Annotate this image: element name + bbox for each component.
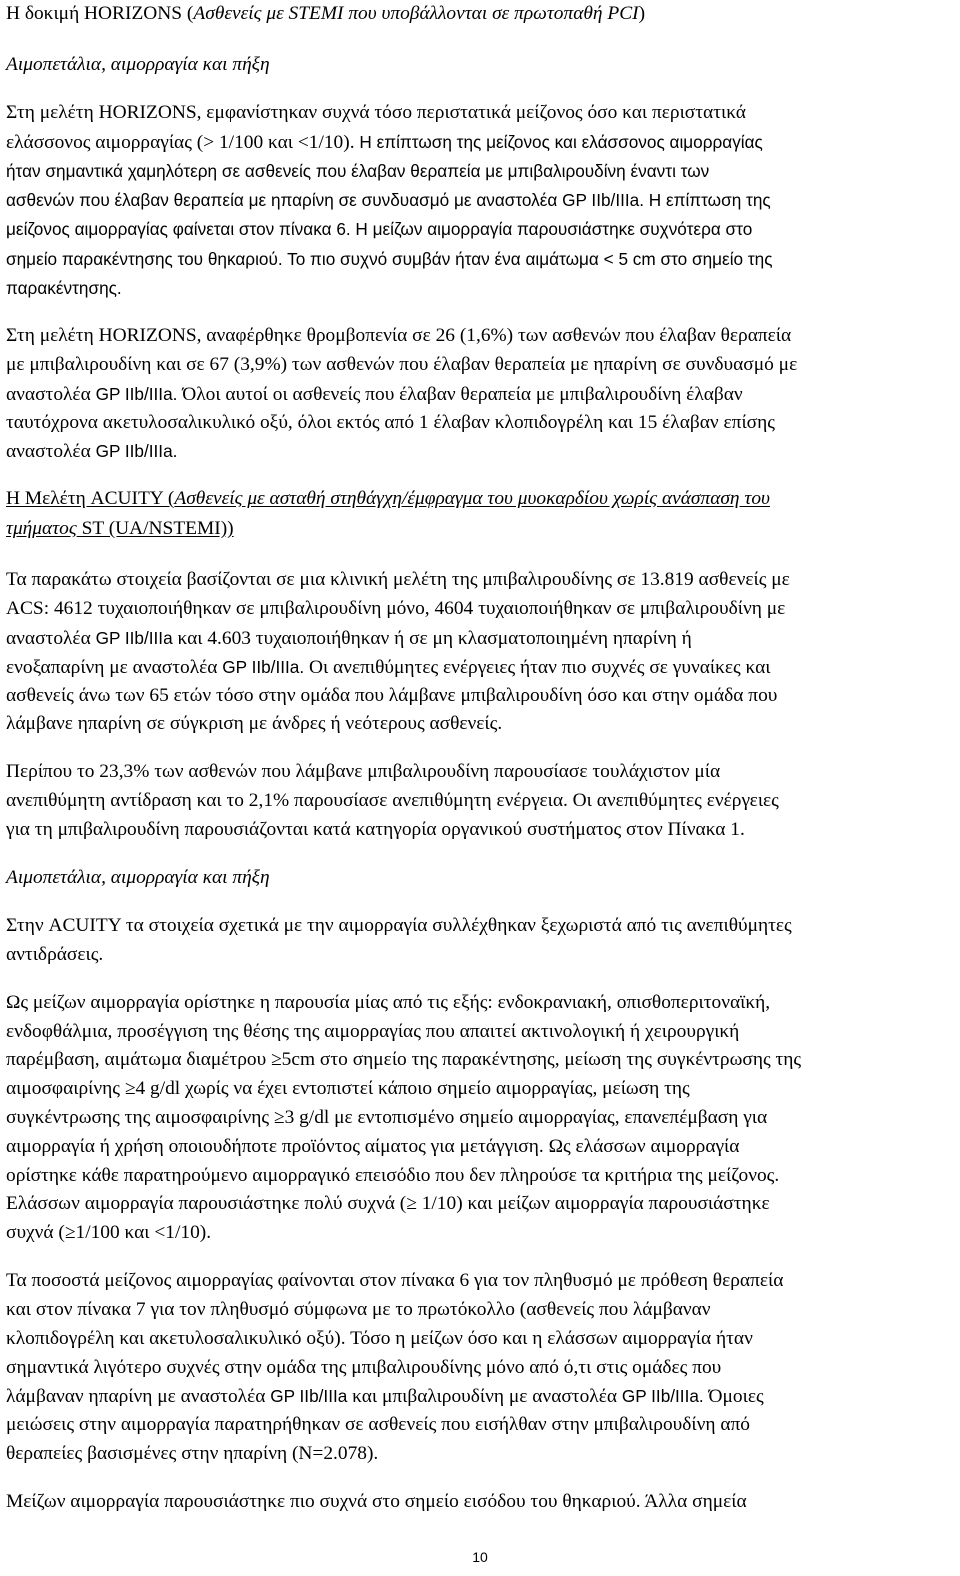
- text-run: ήταν σημαντικά χαμηλότερη σε ασθενείς που έλαβαν θεραπεία με μπιβαλιρουδίνη έναντι των: [6, 161, 710, 181]
- text-run: ενοξαπαρίνη με αναστολέα: [6, 657, 223, 678]
- text-run: αναστολέα: [6, 384, 96, 405]
- paragraph-line: [6, 759, 720, 786]
- text-run: Περίπου το 23,3% των ασθενών που λάμβανε μπιβαλιρουδίνη παρουσίασε τουλάχιστον μία: [6, 761, 721, 782]
- paragraph-line: [6, 1441, 378, 1468]
- paragraph-line: [6, 683, 777, 710]
- text-run: Στη μελέτη HORIZONS, αναφέρθηκε θρομβοπενία σε 26 (1,6%) των ασθενών που έλαβαν θεραπεία: [6, 325, 792, 346]
- text-run: Η δοκιμή HORIZONS (: [6, 3, 194, 24]
- text-run: ST (UA/NSTEMI)): [76, 518, 234, 539]
- text-run: Στην ACUITY τα στοιχεία σχετικά με την αιμορραγία συλλέχθηκαν ξεχωριστά από τις ανεπιθύμητες: [6, 915, 792, 936]
- text-run: Όμοιες: [703, 1386, 764, 1407]
- text-run: GP IIb/IIIa.: [621, 1386, 704, 1406]
- text-run: Η Μελέτη ACUITY (: [6, 488, 175, 509]
- text-run: μείζονος αιμορραγίας φαίνεται στον πίνακα 6. Η μείζων αιμορραγία παρουσιάστηκε συχνότερα στο: [6, 219, 753, 239]
- text-run: αντιδράσεις.: [6, 944, 104, 965]
- text-run: μειώσεις στην αιμορραγία παρατηρήθηκαν σε ασθενείς που εισήλθαν στην μπιβαλιρουδίνη από: [6, 1414, 750, 1435]
- paragraph-line: [6, 654, 771, 682]
- paragraph-line: [6, 1355, 721, 1382]
- paragraph-line: [6, 486, 770, 513]
- paragraph-line: [6, 567, 790, 594]
- text-run: σημαντικά λιγότερο συχνές στην ομάδα της μπιβαλιρουδίνης μόνο από ό,τι στις ομάδες που: [6, 1357, 722, 1378]
- text-run: κλοπιδογρέλη και ακετυλοσαλικυλικό οξύ). Τόσο η μείζων όσο και η ελάσσων αιμορραγία ήταν: [6, 1328, 753, 1349]
- paragraph-line: [6, 1326, 753, 1353]
- text-run: Ως μείζων αιμορραγία ορίστηκε η παρουσία μίας από τις εξής: ενδοκρανιακή, οπισθοπεριτοναϊκή,: [6, 992, 771, 1013]
- text-run: για τη μπιβαλιρουδίνη παρουσιάζονται κατά κατηγορία οργανικού συστήματος στον Πίνακα 1.: [6, 819, 745, 840]
- paragraph-line: [6, 52, 270, 79]
- paragraph-line: [6, 1383, 764, 1411]
- text-run: Η επίπτωση της μείζονος και ελάσσονος αιμορραγίας: [359, 132, 763, 152]
- text-run: Ασθενείς με STEMI που υποβάλλονται σε πρωτοπαθή PCI: [193, 3, 639, 24]
- paragraph-line: [6, 1076, 690, 1103]
- paragraph-line: [6, 1, 645, 28]
- text-run: Στη μελέτη HORIZONS, εμφανίστηκαν συχνά τόσο περιστατικά μείζονος όσο και περιστατικά: [6, 102, 746, 123]
- text-run: παρέμβαση, αιμάτωμα διαμέτρου ≥5cm στο σημείο της παρακέντησης, μείωση της συγκέντρωσης της: [6, 1049, 802, 1070]
- text-run: ): [638, 3, 646, 24]
- paragraph-line: [6, 942, 103, 969]
- text-run: συχνά (≥1/100 και <1/10).: [6, 1222, 212, 1243]
- page-number: 10: [472, 1549, 488, 1565]
- paragraph-line: [6, 381, 743, 409]
- text-run: Αιμοπετάλια, αιμορραγία και πήξη: [6, 867, 270, 888]
- text-run: GP IIb/IIIa.: [95, 441, 178, 461]
- text-run: λάμβαναν ηπαρίνη με αναστολέα: [6, 1386, 271, 1407]
- paragraph-line: [6, 817, 745, 844]
- paragraph-line: [6, 100, 746, 127]
- paragraph-line: [6, 1220, 211, 1247]
- paragraph-line: [6, 625, 692, 653]
- paragraph-line: [6, 1134, 739, 1161]
- text-run: GP IIb/IIIa.: [222, 657, 305, 677]
- text-run: ασθενείς άνω των 65 ετών τόσο στην ομάδα που λάμβανε μπιβαλιρουδίνη όσο και στην ομάδα που: [6, 685, 778, 706]
- text-run: τμήματος: [6, 518, 77, 539]
- paragraph-line: [6, 516, 234, 543]
- paragraph-line: [6, 1297, 711, 1324]
- paragraph-line: [6, 596, 785, 623]
- text-run: GP IIb/IIIa.: [95, 384, 178, 404]
- paragraph-line: [6, 323, 791, 350]
- text-run: Μείζων αιμορραγία παρουσιάστηκε πιο συχνά στο σημείο εισόδου του θηκαριού. Άλλα σημεία: [6, 1491, 747, 1512]
- paragraph-line: [6, 187, 771, 215]
- text-run: θεραπείες βασισμένες στην ηπαρίνη (N=2.078).: [6, 1443, 379, 1464]
- text-run: ασθενών που έλαβαν θεραπεία με ηπαρίνη σε συνδυασμό με αναστολέα GP IIb/IIIa. Η επίπτωση της: [6, 190, 771, 210]
- paragraph-line: [6, 913, 792, 940]
- paragraph-line: [6, 438, 177, 466]
- paragraph-line: [6, 1412, 750, 1439]
- text-run: GP IIb/IIIa: [95, 628, 173, 648]
- paragraph-line: [6, 711, 502, 738]
- text-run: GP IIb/IIIa: [270, 1386, 348, 1406]
- paragraph-line: [6, 410, 775, 437]
- text-run: με μπιβαλιρουδίνη και σε 67 (3,9%) των ασθενών που έλαβαν θεραπεία με ηπαρίνη σε συνδυασμό με: [6, 354, 798, 375]
- text-run: αναστολέα: [6, 628, 96, 649]
- text-run: Ελάσσων αιμορραγία παρουσιάστηκε πολύ συχνά (≥ 1/10) και μείζων αιμορραγία παρουσιάστηκε: [6, 1193, 770, 1214]
- paragraph-line: [6, 158, 709, 186]
- text-run: ταυτόχρονα ακετυλοσαλικυλικό οξύ, όλοι εκτός από 1 έλαβαν κλοπιδογρέλη και 15 έλαβαν επίσης: [6, 412, 775, 433]
- text-run: παρακέντησης.: [6, 278, 122, 298]
- text-run: Τα ποσοστά μείζονος αιμορραγίας φαίνονται στον πίνακα 6 για τον πληθυσμό με πρόθεση θεραπεία: [6, 1270, 784, 1291]
- text-run: ACS: 4612 τυχαιοποιήθηκαν σε μπιβαλιρουδίνη μόνο, 4604 τυχαιοποιήθηκαν σε μπιβαλιρουδίνη με: [6, 598, 786, 619]
- text-run: ενδοφθάλμια, προσέγγιση της θέσης της αιμορραγίας που απαιτεί ακτινολογική ή χειρουργική: [6, 1021, 740, 1042]
- paragraph-line: [6, 275, 122, 303]
- text-run: Αιμοπετάλια, αιμορραγία και πήξη: [6, 54, 270, 75]
- text-run: συγκέντρωσης της αιμοσφαιρίνης ≥3 g/dl με εντοπισμένο σημείο αιμορραγίας, επανεπέμβαση για: [6, 1107, 768, 1128]
- paragraph-line: [6, 1191, 770, 1218]
- paragraph-line: [6, 865, 270, 892]
- text-run: αιμορραγία ή χρήση οποιουδήποτε προϊόντος αίματος για μετάγγιση. Ως ελάσσων αιμορραγία: [6, 1136, 740, 1157]
- text-run: ορίστηκε κάθε παρατηρούμενο αιμορραγικό επεισόδιο που δεν πληρούσε τα κριτήρια της μείζονος.: [6, 1165, 780, 1186]
- paragraph-line: [6, 1489, 747, 1516]
- paragraph-line: [6, 1268, 783, 1295]
- text-run: αιμοσφαιρίνης ≥4 g/dl χωρίς να έχει εντοπιστεί κάποιο σημείο αιμορραγίας, μείωση της: [6, 1078, 690, 1099]
- paragraph-line: [6, 129, 763, 157]
- paragraph-line: [6, 246, 773, 274]
- paragraph-line: [6, 1047, 801, 1074]
- text-run: και μπιβαλιρουδίνη με αναστολέα: [347, 1386, 622, 1407]
- paragraph-line: [6, 1105, 767, 1132]
- paragraph-line: [6, 216, 752, 244]
- text-run: αναστολέα: [6, 441, 96, 462]
- text-run: Όλοι αυτοί οι ασθενείς που έλαβαν θεραπεία με μπιβαλιρουδίνη έλαβαν: [177, 384, 743, 405]
- text-run: και 4.603 τυχαιοποιήθηκαν ή σε μη κλασματοποιημένη ηπαρίνη ή: [172, 628, 692, 649]
- paragraph-line: [6, 1019, 739, 1046]
- text-run: ελάσσονος αιμορραγίας (> 1/100 και <1/10).: [6, 132, 360, 153]
- text-run: ανεπιθύμητη αντίδραση και το 2,1% παρουσίασε ανεπιθύμητη ενέργεια. Οι ανεπιθύμητες ενέργειες: [6, 790, 779, 811]
- text-run: σημείο παρακέντησης του θηκαριού. Το πιο συχνό συμβάν ήταν ένα αιμάτωμα < 5 cm στο σημείο της: [6, 249, 773, 269]
- paragraph-line: [6, 788, 779, 815]
- text-run: Ασθενείς με ασταθή στηθάγχη/έμφραγμα του μυοκαρδίου χωρίς ανάσπαση του: [174, 488, 770, 509]
- text-run: λάμβανε ηπαρίνη σε σύγκριση με άνδρες ή νεότερους ασθενείς.: [6, 713, 503, 734]
- text-run: Οι ανεπιθύμητες ενέργειες ήταν πιο συχνές σε γυναίκες και: [304, 657, 771, 678]
- text-run: Τα παρακάτω στοιχεία βασίζονται σε μια κλινική μελέτη της μπιβαλιρουδίνης σε 13.819 ασθενείς με: [6, 569, 790, 590]
- paragraph-line: [6, 1163, 779, 1190]
- paragraph-line: [6, 352, 797, 379]
- paragraph-line: [6, 990, 770, 1017]
- text-run: και στον πίνακα 7 για τον πληθυσμό σύμφωνα με το πρωτόκολλο (ασθενείς που λάμβαναν: [6, 1299, 711, 1320]
